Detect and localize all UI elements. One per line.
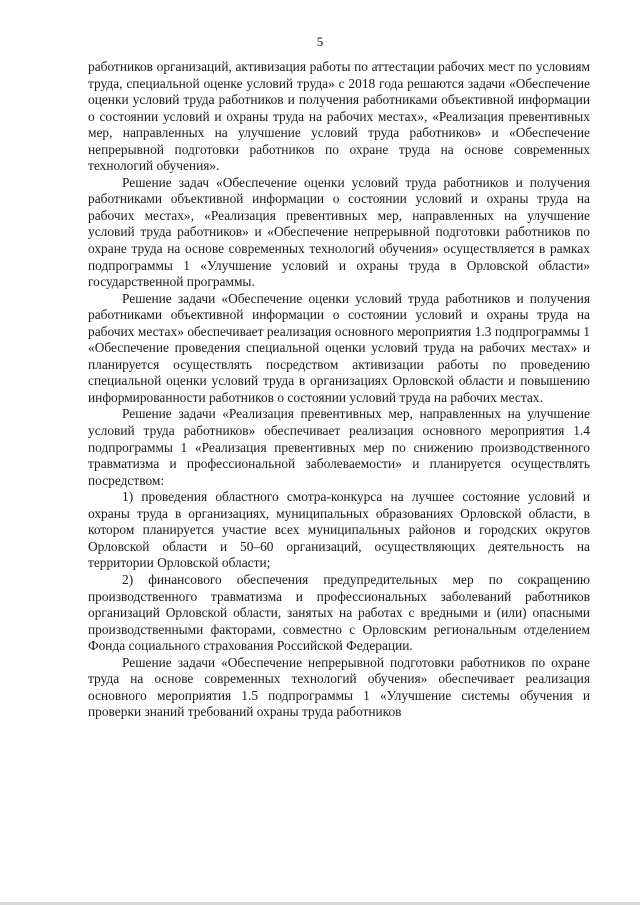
list-item-1: 1) проведения областного смотра-конкурса на лучшее состояние условий и охраны труда в организациях, муниципальных образованиях Орловской области, в котором планируется участие всех муниципальных районов и городских округов Орловской области и 50–60 организаций, осуществляющих деятельность на территории Орловской области; (88, 489, 590, 571)
list-item-2: 2) финансового обеспечения предупредительных мер по сокращению производственного травматизма и профессиональных заболеваний работников организаций Орловской области, занятых на работах с вредными и (или) опасными производственными факторами, совместно с Орловским региональным отделением Фонда социального страхования Российской Федерации. (88, 571, 590, 654)
paragraph-measure-1-5: Решение задачи «Обеспечение непрерывной подготовки работников по охране труда на основе современных технологий обучения» обеспечивает реализация основного мероприятия 1.5 подпрограммы 1 «Улучшение системы обучения и проверки знаний требований охраны труда работников (88, 654, 590, 720)
paragraph-continuation: работников организаций, активизация работы по аттестации рабочих мест по условиям труда, специальной оценке условий труда» с 2018 года решаются задачи «Обеспечение оценки условий труда работников и получения работниками объективной информации о состоянии условий и охраны труда на рабочих местах», «Реализация превентивных мер, направленных на улучшение условий труда работников» и «Обеспечение непрерывной подготовки работников по охране труда на основе современных технологий обучения». (88, 59, 590, 174)
document-body (88, 59, 590, 721)
paragraph-measure-1-3: Решение задачи «Обеспечение оценки условий труда работников и получения работниками объективной информации о состоянии условий и охраны труда на рабочих местах» обеспечивает реализация основного мероприятия 1.3 подпрограммы 1 «Обеспечение проведения специальной оценки условий труда на рабочих местах» и планируется осуществлять посредством активизации работы по проведению специальной оценки условий труда в организациях Орловской области и повышению информированности работников о состоянии условий труда на рабочих местах. (88, 290, 590, 405)
page-number: 5 (316, 34, 324, 49)
paragraph-tasks-subprogram: Решение задач «Обеспечение оценки условий труда работников и получения работниками объективной информации о состоянии условий и охраны труда на рабочих местах», «Реализация превентивных мер, направленных на улучшение условий труда работников» и «Обеспечение непрерывной подготовки работников по охране труда на основе современных технологий обучения» осуществляется в рамках подпрограммы 1 «Улучшение условий и охраны труда в Орловской области» государственной программы. (88, 174, 590, 290)
paragraph-measure-1-4: Решение задачи «Реализация превентивных мер, направленных на улучшение условий труда работников» обеспечивает реализация основного мероприятия 1.4 подпрограммы 1 «Реализация превентивных мер по снижению производственного травматизма и профессиональной заболеваемости» и планируется осуществлять посредством: (88, 406, 590, 488)
